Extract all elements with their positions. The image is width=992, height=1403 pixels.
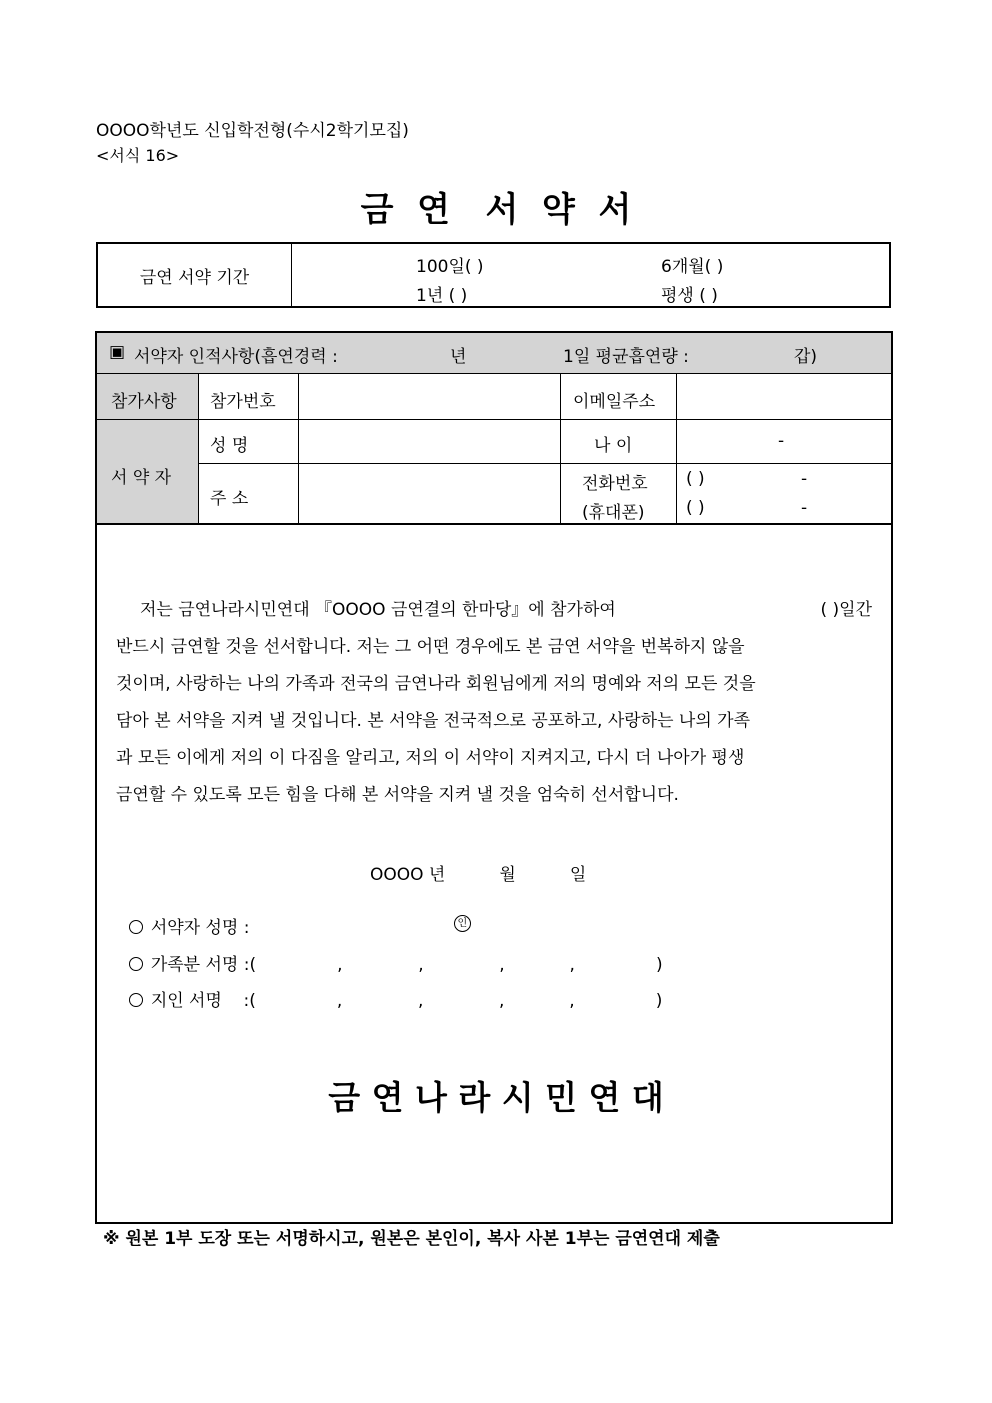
mobile-field[interactable]: ( ) [686,498,705,518]
pledge-period-label: 금연 서약 기간 [98,244,292,306]
pledge-date[interactable]: OOOO 년 월 일 [370,865,587,885]
acquaintance-signature-row[interactable] [118,966,662,1011]
participant-number-label: 참가번호 [210,392,276,412]
address-label: 주 소 [210,489,249,509]
pledge-line-6: 금연할 수 있도록 모든 힘을 다해 본 서약을 지켜 낼 것을 엄숙히 선서합니다. [116,785,679,805]
email-label: 이메일주소 [573,392,656,412]
pledger-signature-label: 서약자 성명 : [150,918,250,938]
period-option-1-year[interactable]: 1년 ( ) [416,286,468,306]
pledge-line-4: 담아 본 서약을 지켜 낼 것입니다. 본 서약을 전국적으로 공포하고, 사랑하는 나의 가족 [116,711,751,731]
phone-label: 전화번호 [582,474,648,494]
section-square-icon: ▣ [109,342,126,362]
organization-name: 금 연 나 라 시 민 연 대 [328,1078,664,1117]
bullet-circle-icon [129,993,143,1007]
pledge-line-5: 과 모든 이에게 저의 이 다짐을 알리고, 저의 이 서약이 지켜지고, 다시 더 나아가 평생 [116,748,745,768]
section-header-bar [97,333,891,374]
pledge-line-3: 것이며, 사랑하는 나의 가족과 전국의 금연나라 회원님에게 저의 명예와 저의 모든 것을 [116,674,756,694]
mobile-dash: - [801,498,808,518]
admission-heading: OOOO학년도 신입학전형(수시2학기모집) [96,121,409,141]
phone-dash: - [801,469,808,489]
period-option-lifetime[interactable]: 평생 ( ) [661,286,718,306]
email-field[interactable] [677,375,891,418]
pledge-days-field[interactable]: ( )일간 [820,600,872,620]
column-divider [198,374,199,523]
name-field[interactable] [299,420,559,462]
period-option-100-days[interactable]: 100일( ) [416,257,484,277]
document-title: 금 연 서 약 서 [360,190,632,230]
submission-note: ※ 원본 1부 도장 또는 서명하시고, 원본은 본인이, 복사 사본 1부는 금연연대 제출 [103,1229,720,1249]
phone-field[interactable]: ( ) [686,469,705,489]
pledge-line-1: 저는 금연나라시민연대 『OOOO 금연결의 한마당』에 참가하여 [140,600,616,620]
acquaintance-signature-label: 지인 서명 :( , , , , ) [150,991,663,1011]
mobile-label: (휴대폰) [582,503,645,523]
seal-icon: 인 [454,915,471,932]
family-signature-label: 가족분 서명 :( , , , , ) [150,955,663,975]
age-field[interactable]: - [778,431,785,451]
participant-number-field[interactable] [299,375,559,418]
section-title: 서약자 인적사항(흡연경력 : [134,347,338,367]
column-divider [560,374,561,523]
pack-unit: 갑) [794,347,818,367]
participation-label: 참가사항 [111,392,177,412]
pledge-period-box [96,242,891,308]
personal-info-table [95,331,893,525]
period-option-6-months[interactable]: 6개월( ) [661,257,724,277]
smoking-years-unit: 년 [450,347,467,367]
age-label: 나 이 [594,436,633,456]
pledge-paragraph [116,592,872,814]
pledge-line-2: 반드시 금연할 것을 선서합니다. 저는 그 어떤 경우에도 본 금연 서약을 번복하지 않을 [116,637,745,657]
seal-mark[interactable] [443,893,471,933]
address-field[interactable] [299,464,559,523]
daily-average-label: 1일 평균흡연량 : [563,347,689,367]
form-number: <서식 16> [96,146,180,165]
name-label: 성 명 [210,436,249,456]
pledger-label: 서 약 자 [111,468,172,488]
